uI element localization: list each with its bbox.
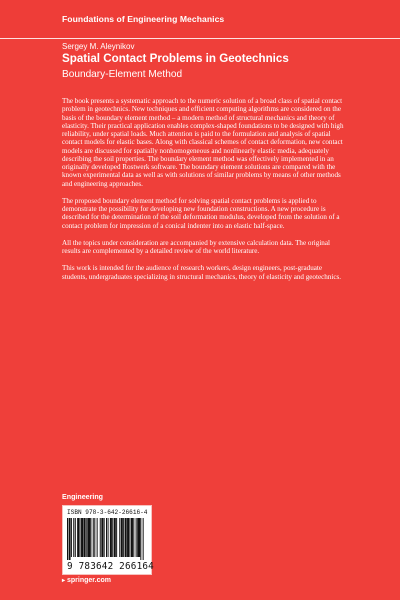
barcode-bar (129, 518, 130, 557)
barcode-bar (77, 518, 79, 557)
barcode-bar (106, 518, 107, 557)
barcode-bar (100, 518, 101, 557)
description-paragraph: All the topics under consideration are accompanied by extensive calculation data. The original results are complemented by a detailed review of the world literature. (62, 238, 330, 255)
description-paragraph: The book presents a systematic approach to the numeric solution of a broad class of spatial contact problem in geotechnics. New techniques and efficient computing algorithms are considered on the basis of the boundary element method – a modern method of structural mechanics and theory of elasticity. Their practical application enables complex-shaped foundations to be designed with high reliability, under spatial loads. Much attention is paid to the formulation and analysis of spatial contact models for elastic bases. Along with classical schemes of contact deformation, new contact models are discussed for spatially nonhomogeneous and nonlinearly elastic media, adequately describing the soil properties. The boundary element method was effectively implemented in an originally developed Rostwerk software. The boundary element solutions are compared with the known experimental data as well as with solutions of similar problems by means of other methods and engineering approaches. (62, 97, 344, 188)
barcode-bar (101, 518, 103, 557)
barcode-bar (79, 518, 80, 557)
ean-digits: 9 783642 266164 (67, 561, 154, 572)
barcode-bar (87, 518, 90, 557)
arrow-right-icon: ▸ (62, 577, 66, 584)
barcode-bar (94, 518, 95, 557)
barcode-image (67, 518, 147, 560)
author-name: Sergey M. Aleynikov (62, 42, 135, 51)
book-subtitle: Boundary-Element Method (62, 69, 183, 80)
barcode-bar (93, 518, 94, 557)
barcode-bar (121, 518, 123, 557)
barcode-bar (97, 518, 98, 557)
barcode-bar (119, 518, 120, 557)
publisher-link-label: springer.com (67, 577, 111, 584)
barcode-bar (140, 518, 141, 560)
barcode-bar (123, 518, 124, 557)
barcode-bar (110, 518, 112, 557)
barcode-bar (81, 518, 83, 557)
barcode-bar (136, 518, 137, 557)
barcode-bar (104, 518, 105, 557)
book-title: Spatial Contact Problems in Geotechnics (62, 52, 289, 65)
barcode-bar (67, 518, 68, 560)
barcode-bar (137, 518, 140, 557)
subject-label: Engineering (62, 493, 103, 501)
barcode-bar (114, 518, 116, 557)
description-paragraph: This work is intended for the audience of research workers, design engineers, post-graduate students, undergraduates specializing in structural mechanics, theory of elasticity and geotechnics. (62, 264, 341, 281)
header-divider (0, 38, 400, 39)
description-paragraph: The proposed boundary element method for solving spatial contact problems is applied to demonstrate the possibility for developing new foundation constructions. A new procedure is described for the determination of the soil deformation modulus, developed from the solution of a contact problem for impression of a conical indenter into an elastic half-space. (62, 196, 340, 230)
barcode-bar (116, 518, 117, 557)
barcode-bar (73, 518, 74, 557)
barcode-bar (90, 518, 91, 557)
barcode-bar (143, 518, 144, 560)
barcode-bar (69, 518, 71, 560)
barcode-bar (127, 518, 129, 557)
barcode-bar (108, 518, 109, 557)
barcode-bar (125, 518, 127, 557)
publisher-link[interactable] (62, 577, 111, 584)
description-text (62, 97, 347, 281)
barcode-bar (71, 518, 72, 557)
barcode-panel (62, 505, 152, 575)
series-title: Foundations of Engineering Mechanics (62, 14, 225, 24)
barcode-bar (131, 518, 133, 557)
barcode-bar (75, 518, 76, 557)
isbn-label: ISBN 978-3-642-26616-4 (67, 509, 148, 516)
barcode-bar (112, 518, 113, 557)
barcode-bar (133, 518, 134, 557)
barcode-bar (86, 518, 87, 557)
barcode-bar (83, 518, 85, 557)
